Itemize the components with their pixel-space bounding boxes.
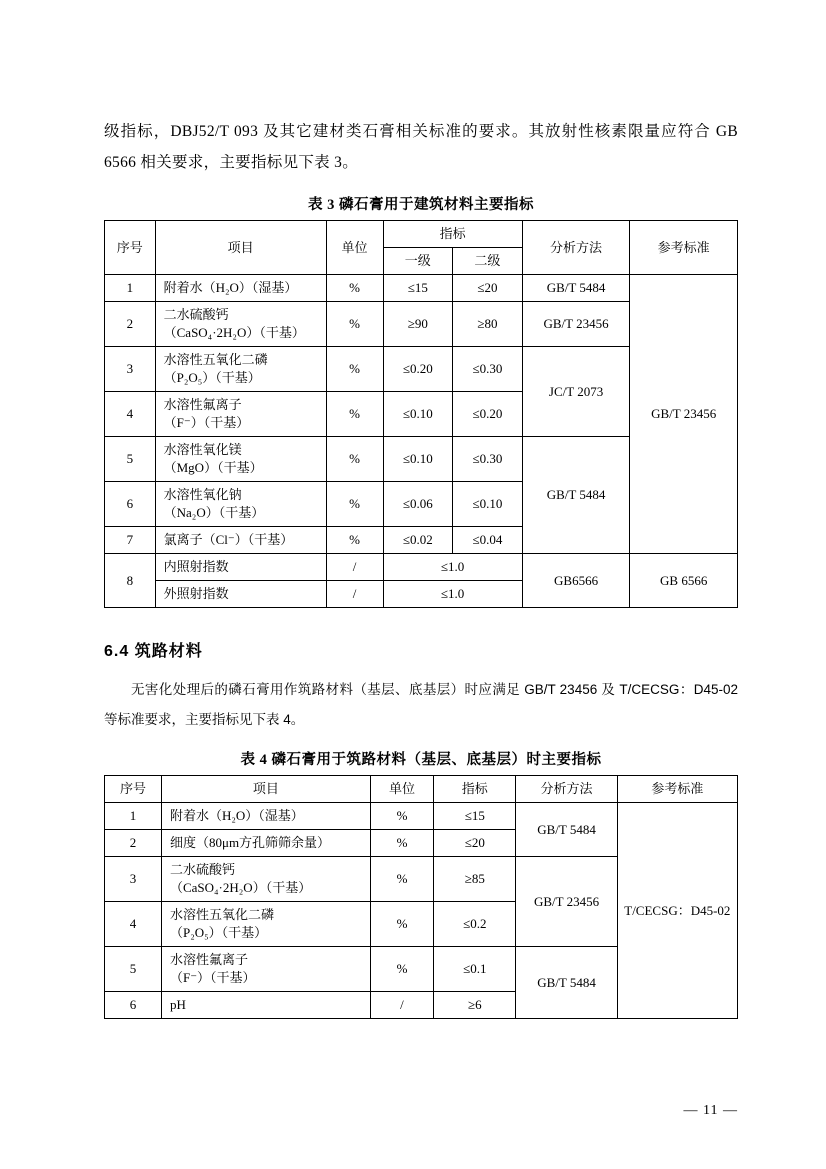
cell-grade1: ≤0.06 xyxy=(383,482,453,527)
cell-item: 附着水（H₂O）（湿基） xyxy=(161,803,370,830)
cell-item xyxy=(155,392,326,437)
cell-item: 附着水（H₂O）（湿基） xyxy=(155,275,326,302)
cell-grade2: ≤0.30 xyxy=(453,437,523,482)
cell-seq: 5 xyxy=(105,437,156,482)
cell-item-line1: 水溶性氧化钠 xyxy=(163,487,242,502)
cell-item-line1: 二水硫酸钙 xyxy=(163,307,229,322)
cell-unit: / xyxy=(326,554,383,581)
header-seq: 序号 xyxy=(105,221,156,275)
cell-seq: 3 xyxy=(105,857,162,902)
cell-item-line1: 水溶性氟离子 xyxy=(169,952,248,967)
header-standard: 参考标准 xyxy=(630,221,738,275)
table-row xyxy=(105,803,738,830)
table-header-row xyxy=(105,776,738,803)
cell-seq: 2 xyxy=(105,830,162,857)
section-heading-6-4: 6.4 筑路材料 xyxy=(104,643,203,660)
cell-seq: 1 xyxy=(105,803,162,830)
cell-item-internal-index: 内照射指数 xyxy=(155,554,326,581)
cell-seq: 6 xyxy=(105,482,156,527)
cell-seq: 1 xyxy=(105,275,156,302)
cell-unit: % xyxy=(370,947,433,992)
cell-unit: % xyxy=(370,803,433,830)
cell-index: ≤15 xyxy=(434,803,516,830)
cell-unit: % xyxy=(326,482,383,527)
table3-caption: 表 3 磷石膏用于建筑材料主要指标 xyxy=(308,197,534,213)
table-phosphogypsum-building-materials xyxy=(104,220,738,608)
cell-seq: 5 xyxy=(105,947,162,992)
cell-item-line2: （P₂O₅）（干基） xyxy=(169,925,268,940)
cell-value: ≤1.0 xyxy=(383,581,522,608)
table-phosphogypsum-road-materials xyxy=(104,775,738,1019)
table-row xyxy=(105,554,738,581)
cell-item xyxy=(155,347,326,392)
cell-item-line1: 水溶性氧化镁 xyxy=(163,442,242,457)
cell-unit: % xyxy=(370,830,433,857)
cell-item: pH xyxy=(161,992,370,1019)
header-index: 指标 xyxy=(383,221,522,248)
header-grade2: 二级 xyxy=(453,248,523,275)
cell-grade2: ≤0.10 xyxy=(453,482,523,527)
cell-grade2: ≥80 xyxy=(453,302,523,347)
cell-method-merged: GB/T 5484 xyxy=(522,437,630,554)
body-paragraph: 级指标，DBJ52/T 093 及其它建材类石膏相关标准的要求。其放射性核素限量应符合 GB 6566 相关要求，主要指标见下表 3。 xyxy=(104,122,738,171)
cell-method: GB6566 xyxy=(522,554,630,608)
cell-unit: % xyxy=(326,347,383,392)
cell-item xyxy=(161,857,370,902)
page-number: — 11 — xyxy=(683,1103,738,1118)
cell-grade1: ≤0.10 xyxy=(383,392,453,437)
header-unit: 单位 xyxy=(326,221,383,275)
cell-value: ≤1.0 xyxy=(383,554,522,581)
cell-unit: % xyxy=(370,857,433,902)
cell-method-merged: GB/T 5484 xyxy=(516,803,617,857)
cell-unit: % xyxy=(326,302,383,347)
table-row xyxy=(105,275,738,302)
cell-grade2: ≤20 xyxy=(453,275,523,302)
cell-index: ≤0.1 xyxy=(434,947,516,992)
cell-item-line2: （F⁻）（干基） xyxy=(169,970,256,985)
cell-item-line1: 二水硫酸钙 xyxy=(169,862,235,877)
cell-item-line2: （P₂O₅）（干基） xyxy=(163,370,261,385)
cell-seq: 8 xyxy=(105,554,156,608)
cell-grade1: ≤0.10 xyxy=(383,437,453,482)
cell-grade2: ≤0.04 xyxy=(453,527,523,554)
table3-wrapper xyxy=(104,220,738,608)
cell-method: GB/T 23456 xyxy=(522,302,630,347)
cell-item: 氯离子（Cl⁻）（干基） xyxy=(155,527,326,554)
cell-method-merged: GB/T 5484 xyxy=(516,947,617,1019)
header-index: 指标 xyxy=(434,776,516,803)
cell-index: ≤0.2 xyxy=(434,902,516,947)
cell-unit: % xyxy=(370,902,433,947)
cell-item xyxy=(155,482,326,527)
cell-item xyxy=(155,302,326,347)
cell-item-line2: （F⁻）（干基） xyxy=(163,415,250,430)
cell-standard-merged: GB/T 23456 xyxy=(630,275,738,554)
cell-seq: 7 xyxy=(105,527,156,554)
cell-index: ≤20 xyxy=(434,830,516,857)
cell-grade1: ≤0.20 xyxy=(383,347,453,392)
header-grade1: 一级 xyxy=(383,248,453,275)
cell-seq: 4 xyxy=(105,392,156,437)
cell-index: ≥6 xyxy=(434,992,516,1019)
cell-method-merged: GB/T 23456 xyxy=(516,857,617,947)
header-unit: 单位 xyxy=(370,776,433,803)
section-6-4-paragraph: 无害化处理后的磷石膏用作筑路材料（基层、底基层）时应满足 GB/T 23456 及 T/CECSG：D45-02 等标准要求，主要指标见下表 4。 xyxy=(104,681,738,727)
cell-seq: 4 xyxy=(105,902,162,947)
cell-grade1: ≥90 xyxy=(383,302,453,347)
header-standard: 参考标准 xyxy=(617,776,737,803)
cell-unit: / xyxy=(326,581,383,608)
cell-unit: % xyxy=(326,275,383,302)
cell-item-line2: （CaSO₄·2H₂O）（干基） xyxy=(163,325,305,340)
cell-item-line1: 水溶性五氧化二磷 xyxy=(163,352,268,367)
cell-unit: / xyxy=(370,992,433,1019)
cell-item-line2: （Na₂O）（干基） xyxy=(163,505,265,520)
cell-item xyxy=(161,947,370,992)
cell-grade1: ≤15 xyxy=(383,275,453,302)
header-method: 分析方法 xyxy=(516,776,617,803)
cell-item-external-index: 外照射指数 xyxy=(155,581,326,608)
cell-index: ≥85 xyxy=(434,857,516,902)
header-seq: 序号 xyxy=(105,776,162,803)
cell-item-line1: 水溶性氟离子 xyxy=(163,397,242,412)
cell-grade2: ≤0.30 xyxy=(453,347,523,392)
cell-item-line1: 水溶性五氧化二磷 xyxy=(169,907,274,922)
cell-grade1: ≤0.02 xyxy=(383,527,453,554)
cell-unit: % xyxy=(326,392,383,437)
cell-grade2: ≤0.20 xyxy=(453,392,523,437)
cell-method-merged: JC/T 2073 xyxy=(522,347,630,437)
header-item: 项目 xyxy=(155,221,326,275)
cell-seq: 2 xyxy=(105,302,156,347)
header-item: 项目 xyxy=(161,776,370,803)
header-method: 分析方法 xyxy=(522,221,630,275)
cell-unit: % xyxy=(326,437,383,482)
cell-item-line2: （MgO）（干基） xyxy=(163,460,263,475)
cell-standard-merged: T/CECSG：D45-02 xyxy=(617,803,737,1019)
cell-item xyxy=(161,902,370,947)
table-header-row xyxy=(105,221,738,248)
table4-caption: 表 4 磷石膏用于筑路材料（基层、底基层）时主要指标 xyxy=(240,752,602,768)
cell-item-line2: （CaSO₄·2H₂O）（干基） xyxy=(169,880,312,895)
cell-seq: 6 xyxy=(105,992,162,1019)
table4-wrapper xyxy=(104,775,738,1019)
cell-seq: 3 xyxy=(105,347,156,392)
cell-item xyxy=(155,437,326,482)
cell-method: GB/T 5484 xyxy=(522,275,630,302)
cell-standard: GB 6566 xyxy=(630,554,738,608)
cell-unit: % xyxy=(326,527,383,554)
cell-item: 细度（80μm方孔筛筛余量） xyxy=(161,830,370,857)
